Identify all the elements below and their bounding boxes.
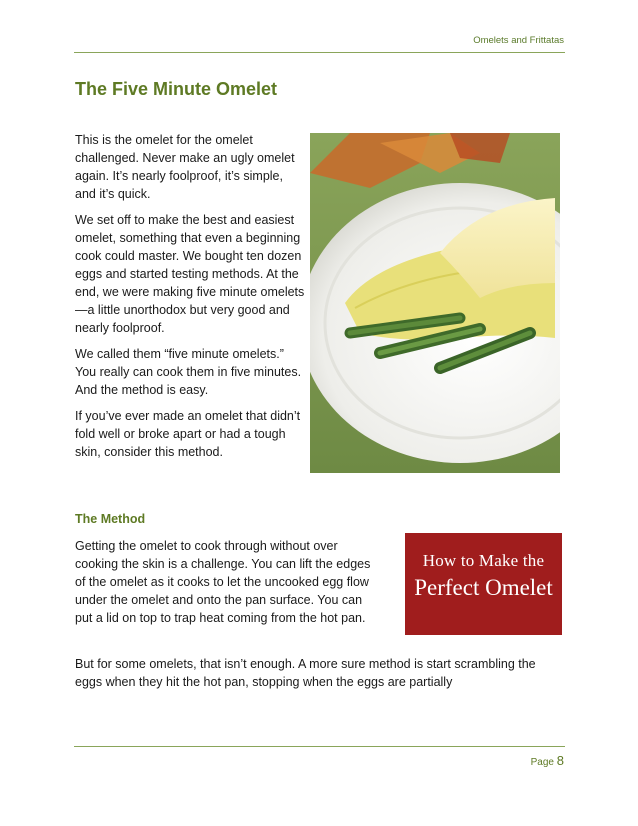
footer-rule xyxy=(74,746,565,747)
header-rule xyxy=(74,52,565,53)
intro-paragraph: We set off to make the best and easiest omelet, something that even a beginning cook could master. We bought ten dozen eggs and started testing methods. At the end, we were making five minute omelets—a little unorthodox but very good and nearly foolproof. xyxy=(75,213,305,335)
intro-paragraph: If you’ve ever made an omelet that didn’t fold well or broke apart or had a tough skin, consider this method. xyxy=(75,409,301,459)
omelet-photo-illustration xyxy=(310,133,560,473)
perfect-omelet-banner xyxy=(405,533,562,635)
method-text xyxy=(75,537,375,627)
page-title: The Five Minute Omelet xyxy=(75,79,278,99)
closing-text xyxy=(75,655,565,691)
method-paragraph: Getting the omelet to cook through without over cooking the skin is a challenge. You can lift the edges of the omelet as it cooks to let the uncooked egg flow under the omelet and onto the pan surface. You can put a lid on top to trap heat coming from the hot pan. xyxy=(75,539,371,625)
omelet-photo xyxy=(310,133,560,473)
page-number xyxy=(531,753,564,768)
running-header: Omelets and Frittatas xyxy=(473,35,564,46)
page-number-value: 8 xyxy=(556,753,564,768)
intro-paragraph: We called them “five minute omelets.” You really can cook them in five minutes. And the method is easy. xyxy=(75,347,302,397)
closing-paragraph: But for some omelets, that isn’t enough. A more sure method is start scrambling the eggs when they hit the hot pan, stopping when the eggs are partially xyxy=(75,657,536,689)
intro-text xyxy=(75,131,307,469)
page-label: Page xyxy=(530,757,554,768)
banner-line-2: Perfect Omelet xyxy=(414,575,553,600)
intro-paragraph: This is the omelet for the omelet challenged. Never make an ugly omelet again. It’s nearly foolproof, it’s simple, and it’s quick. xyxy=(75,133,295,201)
method-heading: The Method xyxy=(75,512,146,526)
banner-line-1: How to Make the xyxy=(422,551,545,570)
